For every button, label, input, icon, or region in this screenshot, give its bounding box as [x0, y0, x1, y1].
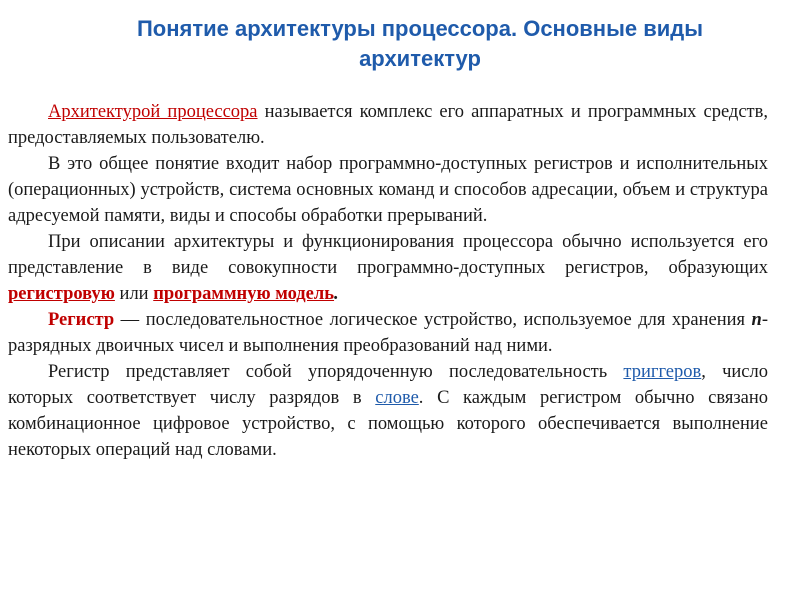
n-variable: n — [751, 310, 762, 330]
title-line-1: Понятие архитектуры процессора. Основные виды — [136, 16, 704, 41]
slide-title — [70, 14, 770, 74]
link-register-model[interactable]: регистровую — [8, 284, 115, 304]
link-triggers[interactable]: триггеров — [623, 362, 702, 382]
paragraph-definition — [8, 99, 768, 151]
paragraph-register-part2: -разрядных двоичных чисел и выполнения преобразований над ними. — [8, 310, 768, 356]
paragraph-model-start: При описании архитектуры и функционирования процессора обычно используется его представление в виде совокупности программно-доступных регистров, образующих — [8, 232, 768, 278]
paragraph-model-mid: или — [114, 284, 154, 304]
paragraph-register-structure — [8, 359, 768, 463]
paragraph-contents-text: В это общее понятие входит набор программно-доступных регистров и исполнительных (операционных) устройств, система основных команд и способов адресации, объем и структура адресуемой памяти, виды и способы обработки прерываний. — [8, 154, 768, 226]
paragraph-structure-end: . С каждым регистром обычно связано комбинационное цифровое устройство, с помощью которого обеспечивается выполнение некоторых операций над словами. — [8, 388, 768, 460]
term-register: Регистр — [48, 310, 115, 330]
paragraph-structure-start: Регистр представляет собой упорядоченную последовательность — [48, 362, 624, 382]
paragraph-register-definition — [8, 307, 768, 359]
paragraph-structure-mid: , число которых соответствует числу разрядов в — [8, 362, 768, 408]
paragraph-definition-text: называется комплекс его аппаратных и программных средств, предоставляемых пользователю. — [8, 102, 768, 148]
title-line-2: архитектур — [359, 46, 481, 71]
term-processor-architecture[interactable]: Архитектурой процессора — [48, 102, 258, 122]
link-word[interactable]: слове — [375, 388, 419, 408]
paragraph-contents — [8, 151, 768, 229]
paragraph-model-end: . — [334, 284, 339, 304]
paragraph-model — [8, 229, 768, 307]
paragraph-register-part1: — последовательностное логическое устройство, используемое для хранения — [114, 310, 752, 330]
slide-body — [8, 99, 768, 463]
link-program-model[interactable]: программную модель — [153, 284, 335, 304]
